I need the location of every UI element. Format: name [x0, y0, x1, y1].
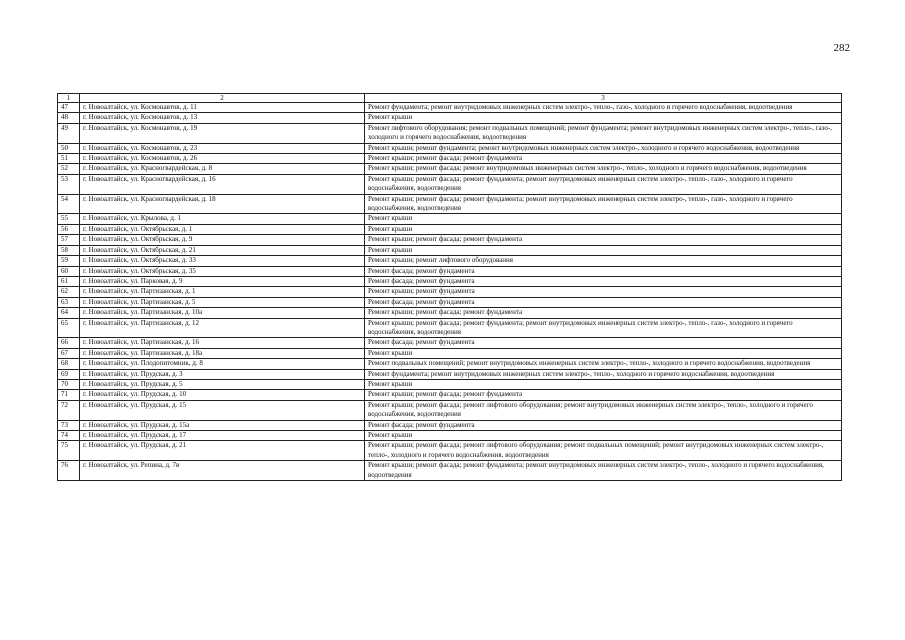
table-row [58, 214, 842, 224]
table-row [58, 113, 842, 123]
table-row [58, 143, 842, 153]
table-body [58, 103, 842, 481]
table-row [58, 420, 842, 430]
table-row [58, 369, 842, 379]
address-cell: г. Новоалтайск, ул. Партизанская, д. 18а [80, 348, 365, 358]
address-cell: г. Новоалтайск, ул. Плодопитомник, д. 8 [80, 359, 365, 369]
address-cell: г. Новоалтайск, ул. Космонавтов, д. 26 [80, 154, 365, 164]
table-row [58, 338, 842, 348]
table-row [58, 154, 842, 164]
address-cell: г. Новоалтайск, ул. Репина, д. 7в [80, 461, 365, 481]
work-description-cell: Ремонт фасада; ремонт фундамента [365, 276, 842, 286]
work-description-cell: Ремонт крыши; ремонт фасада; ремонт фундамента; ремонт внутридомовых инженерных систем электро-, тепло-, газо-, холодного и горячего водоснабжения, водоотведения [365, 174, 842, 194]
row-number-cell: 65 [58, 318, 80, 338]
work-description-cell: Ремонт крыши [365, 431, 842, 441]
row-number-cell: 48 [58, 113, 80, 123]
work-description-cell: Ремонт крыши; ремонт фасада; ремонт фундамента; ремонт внутридомовых инженерных систем электро-, тепло-, холодного и горячего водоснабжения, водоотведения [365, 461, 842, 481]
table-row [58, 194, 842, 214]
row-number-cell: 54 [58, 194, 80, 214]
work-description-cell: Ремонт крыши [365, 245, 842, 255]
table-row [58, 348, 842, 358]
row-number-cell: 55 [58, 214, 80, 224]
work-description-cell: Ремонт крыши; ремонт фасада; ремонт лифтового оборудования; ремонт подвальных помещений; ремонт внутридомовых инженерных систем электро-, тепло-, холодного и горячего водоснабжения, водоотведения [365, 441, 842, 461]
work-description-cell: Ремонт крыши [365, 348, 842, 358]
row-number-cell: 60 [58, 266, 80, 276]
work-description-cell: Ремонт крыши; ремонт фундамента [365, 287, 842, 297]
work-description-cell: Ремонт подвальных помещений; ремонт внутридомовых инженерных систем электро-, тепло-, холодного и горячего водоснабжения, водоотведения [365, 359, 842, 369]
address-cell: г. Новоалтайск, ул. Прудская, д. 5 [80, 379, 365, 389]
page-number: 282 [833, 42, 850, 54]
address-cell: г. Новоалтайск, ул. Космонавтов, д. 23 [80, 143, 365, 153]
row-number-cell: 72 [58, 400, 80, 420]
address-cell: г. Новоалтайск, ул. Прудская, д. 10 [80, 390, 365, 400]
row-number-cell: 73 [58, 420, 80, 430]
row-number-cell: 63 [58, 297, 80, 307]
work-description-cell: Ремонт крыши; ремонт фундамента; ремонт внутридомовых инженерных систем электро-, холодного и горячего водоснабжения, водоотведения [365, 143, 842, 153]
row-number-cell: 67 [58, 348, 80, 358]
row-number-cell: 71 [58, 390, 80, 400]
table-row [58, 461, 842, 481]
address-cell: г. Новоалтайск, ул. Партизанская, д. 10а [80, 308, 365, 318]
row-number-cell: 62 [58, 287, 80, 297]
address-cell: г. Новоалтайск, ул. Октябрьская, д. 21 [80, 245, 365, 255]
row-number-cell: 49 [58, 123, 80, 143]
row-number-cell: 76 [58, 461, 80, 481]
table-row [58, 276, 842, 286]
address-cell: г. Новоалтайск, ул. Партизанская, д. 16 [80, 338, 365, 348]
work-description-cell: Ремонт фундамента; ремонт внутридомовых инженерных систем электро-, тепло-, газо-, холодного и горячего водоснабжения, водоотведения [365, 103, 842, 113]
table-row [58, 308, 842, 318]
work-description-cell: Ремонт лифтового оборудования; ремонт подвальных помещений; ремонт фундамента; ремонт внутридомовых инженерных систем электро-, тепло-, газо-, холодного и горячего водоснабжения, водоотведения [365, 123, 842, 143]
table-header-row [58, 94, 842, 103]
work-description-cell: Ремонт крыши [365, 113, 842, 123]
table-row [58, 390, 842, 400]
table-row [58, 245, 842, 255]
table-row [58, 266, 842, 276]
address-cell: г. Новоалтайск, ул. Партизанская, д. 5 [80, 297, 365, 307]
address-cell: г. Новоалтайск, ул. Красногвардейская, д. 18 [80, 194, 365, 214]
work-description-cell: Ремонт фасада; ремонт фундамента [365, 420, 842, 430]
work-description-cell: Ремонт крыши [365, 224, 842, 234]
row-number-cell: 52 [58, 164, 80, 174]
table-row [58, 441, 842, 461]
table-row [58, 318, 842, 338]
address-cell: г. Новоалтайск, ул. Прудская, д. 15 [80, 400, 365, 420]
row-number-cell: 69 [58, 369, 80, 379]
work-description-cell: Ремонт крыши [365, 379, 842, 389]
table-row [58, 103, 842, 113]
work-description-cell: Ремонт крыши; ремонт фасада; ремонт фундамента [365, 154, 842, 164]
row-number-cell: 51 [58, 154, 80, 164]
table-row [58, 297, 842, 307]
address-cell: г. Новоалтайск, ул. Октябрьская, д. 9 [80, 235, 365, 245]
address-cell: г. Новоалтайск, ул. Красногвардейская, д. 8 [80, 164, 365, 174]
row-number-cell: 70 [58, 379, 80, 389]
row-number-cell: 56 [58, 224, 80, 234]
table-row [58, 400, 842, 420]
work-description-cell: Ремонт крыши [365, 214, 842, 224]
work-description-cell: Ремонт фундамента; ремонт внутридомовых инженерных систем электро-, тепло-, холодного и горячего водоснабжения, водоотведения [365, 369, 842, 379]
address-cell: г. Новоалтайск, ул. Октябрьская, д. 35 [80, 266, 365, 276]
address-cell: г. Новоалтайск, ул. Прудская, д. 15а [80, 420, 365, 430]
work-description-cell: Ремонт крыши; ремонт фасада; ремонт внутридомовых инженерных систем электро-, тепло-, холодного и горячего водоснабжения, водоотведения [365, 164, 842, 174]
table-row [58, 287, 842, 297]
table-row [58, 123, 842, 143]
address-cell: г. Новоалтайск, ул. Космонавтов, д. 19 [80, 123, 365, 143]
row-number-cell: 74 [58, 431, 80, 441]
address-cell: г. Новоалтайск, ул. Прудская, д. 3 [80, 369, 365, 379]
address-cell: г. Новоалтайск, ул. Красногвардейская, д. 16 [80, 174, 365, 194]
work-description-cell: Ремонт крыши; ремонт фасада; ремонт фундамента; ремонт внутридомовых инженерных систем электро-, тепло-, газо-, холодного и горячего водоснабжения, водоотведения [365, 194, 842, 214]
repair-registry-table [57, 93, 842, 481]
address-cell: г. Новоалтайск, ул. Космонавтов, д. 11 [80, 103, 365, 113]
column-header-number: 1 [58, 94, 80, 103]
address-cell: г. Новоалтайск, ул. Парковая, д. 9 [80, 276, 365, 286]
work-description-cell: Ремонт крыши; ремонт фасада; ремонт лифтового оборудования; ремонт внутридомовых инженерных систем электро-, тепло-, холодного и горячего водоснабжения, водоотведения [365, 400, 842, 420]
table-row [58, 174, 842, 194]
address-cell: г. Новоалтайск, ул. Октябрьская, д. 1 [80, 224, 365, 234]
address-cell: г. Новоалтайск, ул. Октябрьская, д. 33 [80, 256, 365, 266]
table-row [58, 359, 842, 369]
work-description-cell: Ремонт крыши; ремонт лифтового оборудования [365, 256, 842, 266]
column-header-address: 2 [80, 94, 365, 103]
work-description-cell: Ремонт фасада; ремонт фундамента [365, 297, 842, 307]
address-cell: г. Новоалтайск, ул. Партизанская, д. 12 [80, 318, 365, 338]
row-number-cell: 68 [58, 359, 80, 369]
table-row [58, 379, 842, 389]
work-description-cell: Ремонт крыши; ремонт фасада; ремонт фундамента [365, 235, 842, 245]
work-description-cell: Ремонт фасада; ремонт фундамента [365, 266, 842, 276]
table-row [58, 431, 842, 441]
address-cell: г. Новоалтайск, ул. Прудская, д. 17 [80, 431, 365, 441]
address-cell: г. Новоалтайск, ул. Партизанская, д. 1 [80, 287, 365, 297]
work-description-cell: Ремонт крыши; ремонт фасада; ремонт фундамента [365, 390, 842, 400]
row-number-cell: 53 [58, 174, 80, 194]
row-number-cell: 75 [58, 441, 80, 461]
address-cell: г. Новоалтайск, ул. Космонавтов, д. 13 [80, 113, 365, 123]
work-description-cell: Ремонт крыши; ремонт фасада; ремонт фундамента [365, 308, 842, 318]
table-row [58, 164, 842, 174]
work-description-cell: Ремонт фасада; ремонт фундамента [365, 338, 842, 348]
address-cell: г. Новоалтайск, ул. Крылова, д. 1 [80, 214, 365, 224]
work-description-cell: Ремонт крыши; ремонт фасада; ремонт фундамента; ремонт внутридомовых инженерных систем электро-, тепло-, газо-, холодного и горячего водоснабжения, водоотведения [365, 318, 842, 338]
table-row [58, 224, 842, 234]
table-row [58, 235, 842, 245]
row-number-cell: 58 [58, 245, 80, 255]
column-header-work: 3 [365, 94, 842, 103]
table-row [58, 256, 842, 266]
row-number-cell: 57 [58, 235, 80, 245]
row-number-cell: 66 [58, 338, 80, 348]
address-cell: г. Новоалтайск, ул. Прудская, д. 21 [80, 441, 365, 461]
row-number-cell: 47 [58, 103, 80, 113]
row-number-cell: 59 [58, 256, 80, 266]
row-number-cell: 64 [58, 308, 80, 318]
row-number-cell: 50 [58, 143, 80, 153]
row-number-cell: 61 [58, 276, 80, 286]
